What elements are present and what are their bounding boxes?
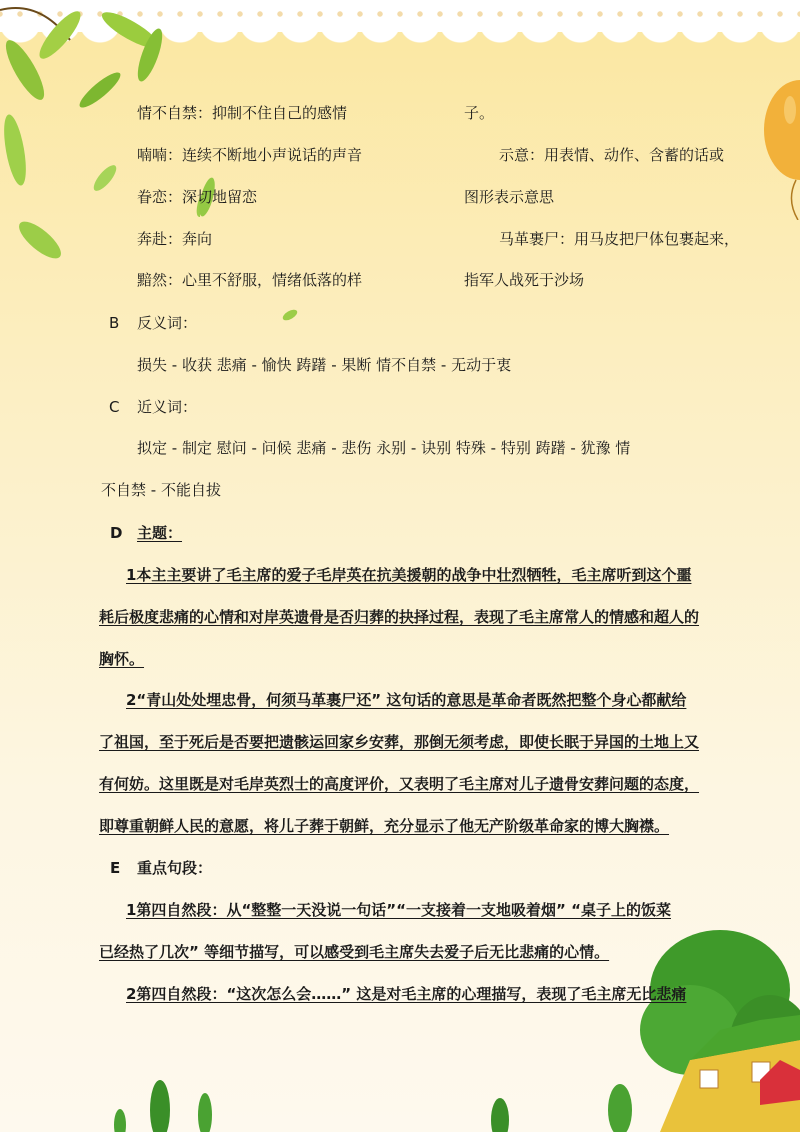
falling-leaf bbox=[280, 305, 300, 325]
theme-p1-line3: 胸怀。 bbox=[99, 650, 145, 668]
definition-left-5: 黯然：心里不舒服，情绪低落的样 bbox=[137, 271, 363, 289]
antonyms-list: 损失 - 收获 悲痛 - 愉快 踌躇 - 果断 情不自禁 - 无动于衷 bbox=[137, 356, 512, 374]
theme-p2-line2: 了祖国，至于死后是否要把遗骸运回家乡安葬，那倒无须考虑，即使长眠于异国的土地上又 bbox=[99, 733, 700, 751]
synonyms-title: 近义词： bbox=[137, 398, 198, 416]
key-p1-line2: 已经热了几次” 等细节描写，可以感受到毛主席失去爱子后无比悲痛的心情。 bbox=[99, 943, 610, 961]
definition-right-1: 子。 bbox=[464, 104, 495, 122]
definition-left-4: 奔赴：奔向 bbox=[137, 230, 213, 248]
balloon-icon bbox=[756, 70, 800, 220]
definition-right-3: 图形表示意思 bbox=[464, 188, 555, 206]
definition-left-2: 喃喃：连续不断地小声说话的声音 bbox=[137, 146, 363, 164]
definition-right-4: 马革裹尸：用马皮把尸体包裹起来， bbox=[499, 230, 740, 248]
section-marker-d: D bbox=[110, 524, 123, 542]
key-passages-title: 重点句段： bbox=[137, 859, 213, 877]
theme-p2-line1: 2“青山处处埋忠骨，何须马革裹尸还” 这句话的意思是革命者既然把整个身心都献给 bbox=[126, 691, 687, 709]
section-marker-b: B bbox=[109, 314, 120, 332]
definition-left-1: 情不自禁：抑制不住自己的感情 bbox=[137, 104, 348, 122]
antonyms-title: 反义词： bbox=[137, 314, 198, 332]
section-marker-c: C bbox=[109, 398, 120, 416]
synonyms-list: 拟定 - 制定 慰问 - 问候 悲痛 - 悲伤 永别 - 诀别 特殊 - 特别 踌躇 - 犹豫 情 bbox=[137, 439, 631, 457]
theme-p1-line2: 耗后极度悲痛的心情和对岸英遗骨是否归葬的抉择过程，表现了毛主席常人的情感和超人的 bbox=[99, 608, 700, 626]
definition-right-2: 示意：用表情、动作、含蓄的话或 bbox=[499, 146, 725, 164]
theme-p1-line1: 1本主主要讲了毛主席的爱子毛岸英在抗美援朝的战争中壮烈牺牲，毛主席听到这个噩 bbox=[126, 566, 692, 584]
theme-p2-line3: 有何妨。这里既是对毛岸英烈士的高度评价，又表明了毛主席对儿子遗骨安葬问题的态度， bbox=[99, 775, 700, 793]
theme-title: 主题： bbox=[137, 524, 183, 542]
key-p2-line1: 2第四自然段：“这次怎么会……” 这是对毛主席的心理描写，表现了毛主席无比悲痛 bbox=[126, 985, 687, 1003]
section-marker-e: E bbox=[110, 859, 121, 877]
key-p1-line1: 1第四自然段：从“整整一天没说一句话”“一支接着一支地吸着烟” “桌子上的饭菜 bbox=[126, 901, 671, 919]
theme-p2-line4: 即尊重朝鲜人民的意愿，将儿子葬于朝鲜，充分显示了他无产阶级革命家的博大胸襟。 bbox=[99, 817, 670, 835]
definition-right-5: 指军人战死于沙场 bbox=[464, 271, 585, 289]
definition-left-3: 眷恋：深切地留恋 bbox=[137, 188, 258, 206]
synonyms-list-cont: 不自禁 - 不能自拔 bbox=[101, 481, 221, 499]
